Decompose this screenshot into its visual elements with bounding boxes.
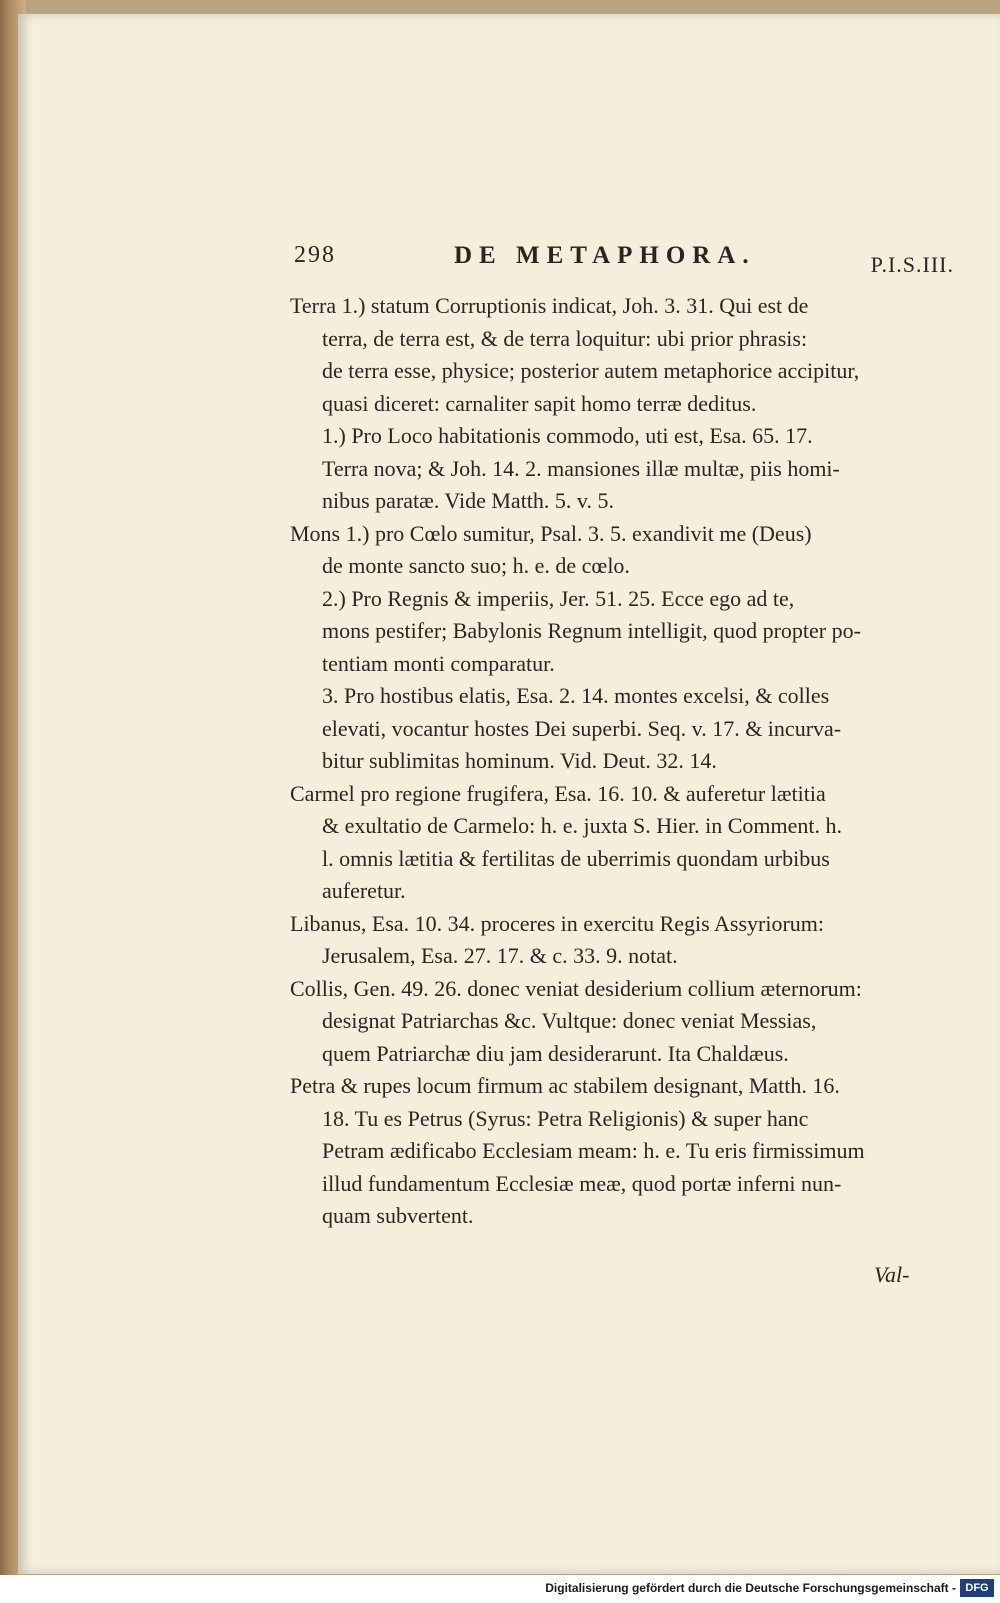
text-line: 2.) Pro Regnis & imperiis, Jer. 51. 25. Ecce ego ad te,	[322, 585, 795, 611]
text-line: 18. Tu es Petrus (Syrus: Petra Religionis) & super hanc	[322, 1105, 809, 1131]
text-line: Carmel pro regione frugifera, Esa. 16. 10. & auferetur lætitia	[290, 780, 826, 806]
text-line: Petra & rupes locum firmum ac stabilem designant, Matth. 16.	[290, 1073, 840, 1098]
text-line: Mons 1.) pro Cœlo sumitur, Psal. 3. 5. exandivit me (Deus)	[290, 520, 812, 546]
text-line: Jerusalem, Esa. 27. 17. & c. 33. 9. notat.	[322, 943, 678, 968]
text-line: quasi diceret: carnaliter sapit homo terræ deditus.	[322, 390, 757, 416]
digitization-footer	[0, 1575, 1000, 1603]
catchword: Val-	[874, 1262, 910, 1287]
running-title: DE METAPHORA.	[454, 242, 756, 269]
text-line: Terra nova; & Joh. 14. 2. mansiones illæ multæ, piis homi-	[322, 455, 840, 481]
text-line: Collis, Gen. 49. 26. donec veniat desiderium collium æternorum:	[290, 975, 862, 1001]
text-line: tentiam monti comparatur.	[322, 650, 555, 676]
text-line: bitur sublimitas hominum. Vid. Deut. 32. 14.	[322, 748, 717, 773]
body-text	[290, 290, 946, 1233]
text-line: designat Patriarchas &c. Vultque: donec veniat Messias,	[322, 1008, 817, 1033]
text-line: terra, de terra est, & de terra loquitur: ubi prior phrasis:	[322, 325, 808, 351]
text-line: quem Patriarchæ diu jam desiderarunt. Ita Chaldæus.	[322, 1040, 789, 1066]
text-line: nibus paratæ. Vide Matth. 5. v. 5.	[322, 488, 614, 513]
running-header	[294, 242, 954, 292]
text-line: Petram ædificabo Ecclesiam meam: h. e. Tu eris firmissimum	[322, 1138, 865, 1163]
text-line: illud fundamentum Ecclesiæ meæ, quod portæ inferni nun-	[322, 1170, 842, 1196]
text-line: auferetur.	[322, 878, 406, 903]
text-line: quam subvertent.	[322, 1203, 474, 1228]
text-line: Libanus, Esa. 10. 34. proceres in exercitu Regis Assyriorum:	[290, 910, 825, 936]
text-line: de terra esse, physice; posterior autem metaphorice accipitur,	[322, 358, 860, 383]
text-line: 1.) Pro Loco habitationis commodo, uti est, Esa. 65. 17.	[322, 423, 813, 448]
text-line: elevati, vocantur hostes Dei superbi. Seq. v. 17. & incurva-	[322, 715, 842, 741]
text-line: l. omnis lætitia & fertilitas de uberrimis quondam urbibus	[322, 845, 830, 871]
footer-credit: Digitalisierung gefördert durch die Deutsche Forschungsgemeinschaft -	[545, 1581, 956, 1595]
text-line: de monte sancto suo; h. e. de cœlo.	[322, 553, 630, 578]
section-mark: P.I.S.III.	[870, 252, 954, 277]
text-line: mons pestifer; Babylonis Regnum intelligit, quod propter po-	[322, 618, 861, 643]
text-line: & exultatio de Carmelo: h. e. juxta S. Hier. in Comment. h.	[322, 813, 842, 838]
text-line: Terra 1.) statum Corruptionis indicat, Joh. 3. 31. Qui est de	[290, 293, 809, 318]
text-line: 3. Pro hostibus elatis, Esa. 2. 14. montes excelsi, & colles	[322, 683, 830, 708]
dfg-logo: DFG	[960, 1579, 994, 1597]
page-number: 298	[294, 242, 336, 268]
